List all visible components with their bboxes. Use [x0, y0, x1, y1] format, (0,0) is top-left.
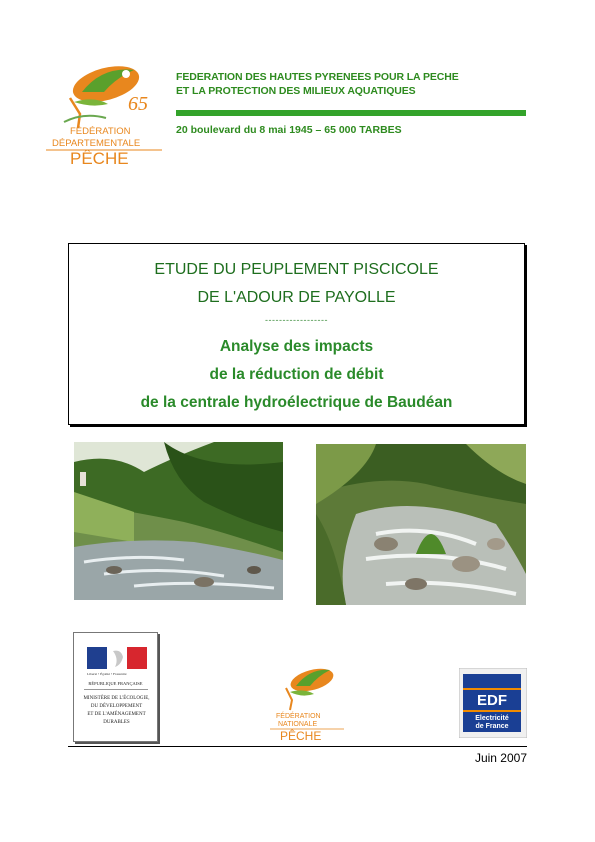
- subtitle-line2: de la réduction de débit: [209, 366, 384, 383]
- ministry-name: MINISTÈRE DE L'ÉCOLOGIE, DU DÉVELOPPEMENT ET DE L'AMÉNAGEMENT DURABLES: [83, 696, 150, 725]
- logo-line2: DÉPARTEMENTALE: [52, 138, 141, 149]
- title-separator: ------------------: [265, 315, 328, 325]
- logo-line3: PÊCHE: [70, 149, 129, 168]
- title-box: [68, 243, 525, 425]
- title-line2: DE L'ADOUR DE PAYOLLE: [197, 289, 396, 306]
- publication-date: Juin 2007: [474, 751, 527, 765]
- edf-logo: [459, 668, 527, 738]
- subtitle-line3: de la centrale hydroélectrique de Baudéan: [140, 394, 453, 411]
- edf-line1: Electricité: [475, 715, 509, 722]
- edf-line2: de France: [475, 723, 509, 730]
- river-photo-right: [316, 444, 526, 605]
- fnp-line3: PÊCHE: [280, 729, 322, 742]
- footer-rule: [68, 746, 527, 747]
- republique-francaise-logo: [87, 643, 147, 679]
- federation-name-line2: ET LA PROTECTION DES MILIEUX AQUATIQUES: [176, 85, 416, 97]
- title-line1: ETUDE DU PEUPLEMENT PISCICOLE: [154, 261, 439, 278]
- federation-name-line1: FEDERATION DES HAUTES PYRENEES POUR LA PECHE: [176, 71, 459, 83]
- ministry-logo-box: [73, 632, 158, 742]
- logo-number: 65: [128, 93, 148, 115]
- federation-address: 20 boulevard du 8 mai 1945 – 65 000 TARBES: [176, 124, 402, 136]
- republique-francaise-text: RÉPUBLIQUE FRANÇAISE: [88, 681, 143, 686]
- logo-line1: FÉDÉRATION: [70, 126, 131, 137]
- ministry-divider: [84, 689, 148, 690]
- ministry-motto: Liberté • Égalité • Fraternité: [87, 672, 127, 676]
- edf-brand: EDF: [477, 692, 507, 709]
- federation-nationale-peche-logo: [268, 660, 346, 742]
- header-green-rule: [176, 110, 526, 116]
- fnp-line1: FÉDÉRATION: [276, 713, 321, 720]
- federation-peche-65-logo: [44, 52, 162, 170]
- river-photo-left: [74, 442, 283, 600]
- fnp-line2: NATIONALE: [278, 721, 318, 728]
- subtitle-line1: Analyse des impacts: [219, 338, 374, 355]
